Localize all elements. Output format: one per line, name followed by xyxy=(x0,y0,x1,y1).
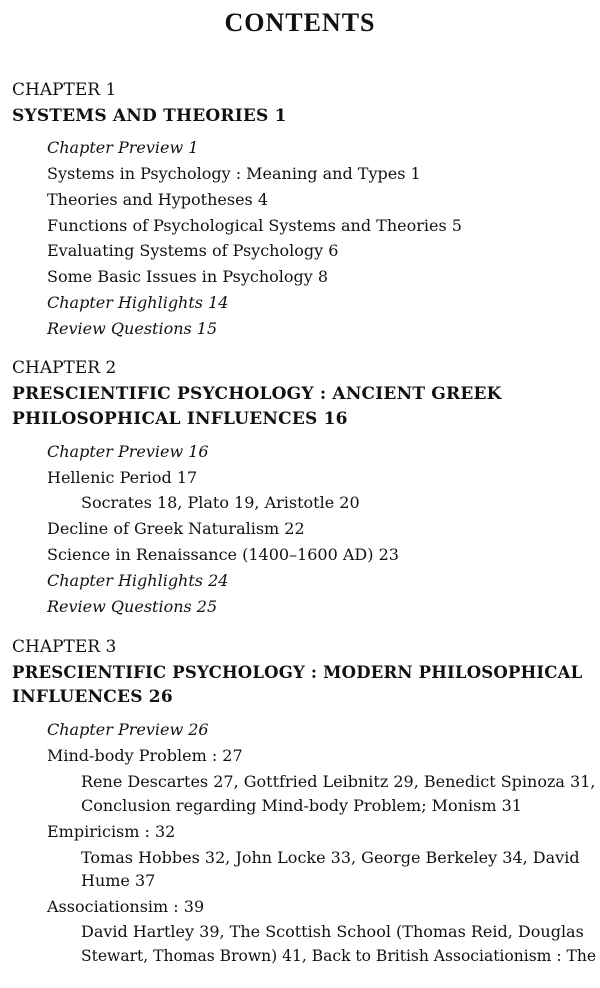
toc-entry: Some Basic Issues in Psychology 8 xyxy=(47,267,329,286)
toc-entry: Chapter Highlights 24 xyxy=(47,571,229,590)
chapter-1-label: CHAPTER 1 xyxy=(12,80,117,100)
chapter-3-title: INFLUENCES 26 xyxy=(12,687,173,707)
toc-subentry: Socrates 18, Plato 19, Aristotle 20 xyxy=(81,493,360,512)
toc-entry: Mind-body Problem : 27 xyxy=(47,746,243,765)
toc-entry: Functions of Psychological Systems and Theories 5 xyxy=(47,216,462,235)
toc-entry: Associationsim : 39 xyxy=(47,897,205,916)
toc-entry: Review Questions 15 xyxy=(47,319,218,338)
toc-entry: Empiricism : 32 xyxy=(47,822,176,841)
toc-entry: Chapter Preview 26 xyxy=(47,720,209,739)
toc-entry: Chapter Preview 16 xyxy=(47,442,209,461)
chapter-3-label: CHAPTER 3 xyxy=(12,637,117,657)
chapter-2-title: PRESCIENTIFIC PSYCHOLOGY : ANCIENT GREEK xyxy=(12,384,502,404)
toc-subentry: Rene Descartes 27, Gottfried Leibnitz 29, Benedict Spinoza 31, xyxy=(81,772,596,791)
page-title: CONTENTS xyxy=(224,8,376,37)
toc-entry: Review Questions 25 xyxy=(47,597,218,616)
toc-entry: Systems in Psychology : Meaning and Types 1 xyxy=(47,164,421,183)
toc-subentry: Hume 37 xyxy=(81,871,156,890)
toc-entry: Theories and Hypotheses 4 xyxy=(47,190,269,209)
toc-entry: Chapter Preview 1 xyxy=(47,138,199,157)
chapter-3-title: PRESCIENTIFIC PSYCHOLOGY : MODERN PHILOSOPHICAL xyxy=(12,663,583,682)
toc-entry: Evaluating Systems of Psychology 6 xyxy=(47,241,339,260)
toc-entry: Science in Renaissance (1400–1600 AD) 23 xyxy=(47,545,399,564)
toc-subentry: Tomas Hobbes 32, John Locke 33, George Berkeley 34, David xyxy=(81,848,580,867)
toc-entry: Decline of Greek Naturalism 22 xyxy=(47,519,305,538)
toc-subentry: David Hartley 39, The Scottish School (Thomas Reid, Douglas xyxy=(81,922,584,941)
toc-subentry: Conclusion regarding Mind-body Problem; Monism 31 xyxy=(81,796,522,815)
toc-entry: Hellenic Period 17 xyxy=(47,468,198,487)
chapter-1-title: SYSTEMS AND THEORIES 1 xyxy=(12,106,287,126)
chapter-2-title: PHILOSOPHICAL INFLUENCES 16 xyxy=(12,409,348,429)
toc-entry: Chapter Highlights 14 xyxy=(47,293,229,312)
chapter-2-label: CHAPTER 2 xyxy=(12,358,117,378)
toc-subentry: Stewart, Thomas Brown) 41, Back to British Associationism : The xyxy=(81,946,597,965)
